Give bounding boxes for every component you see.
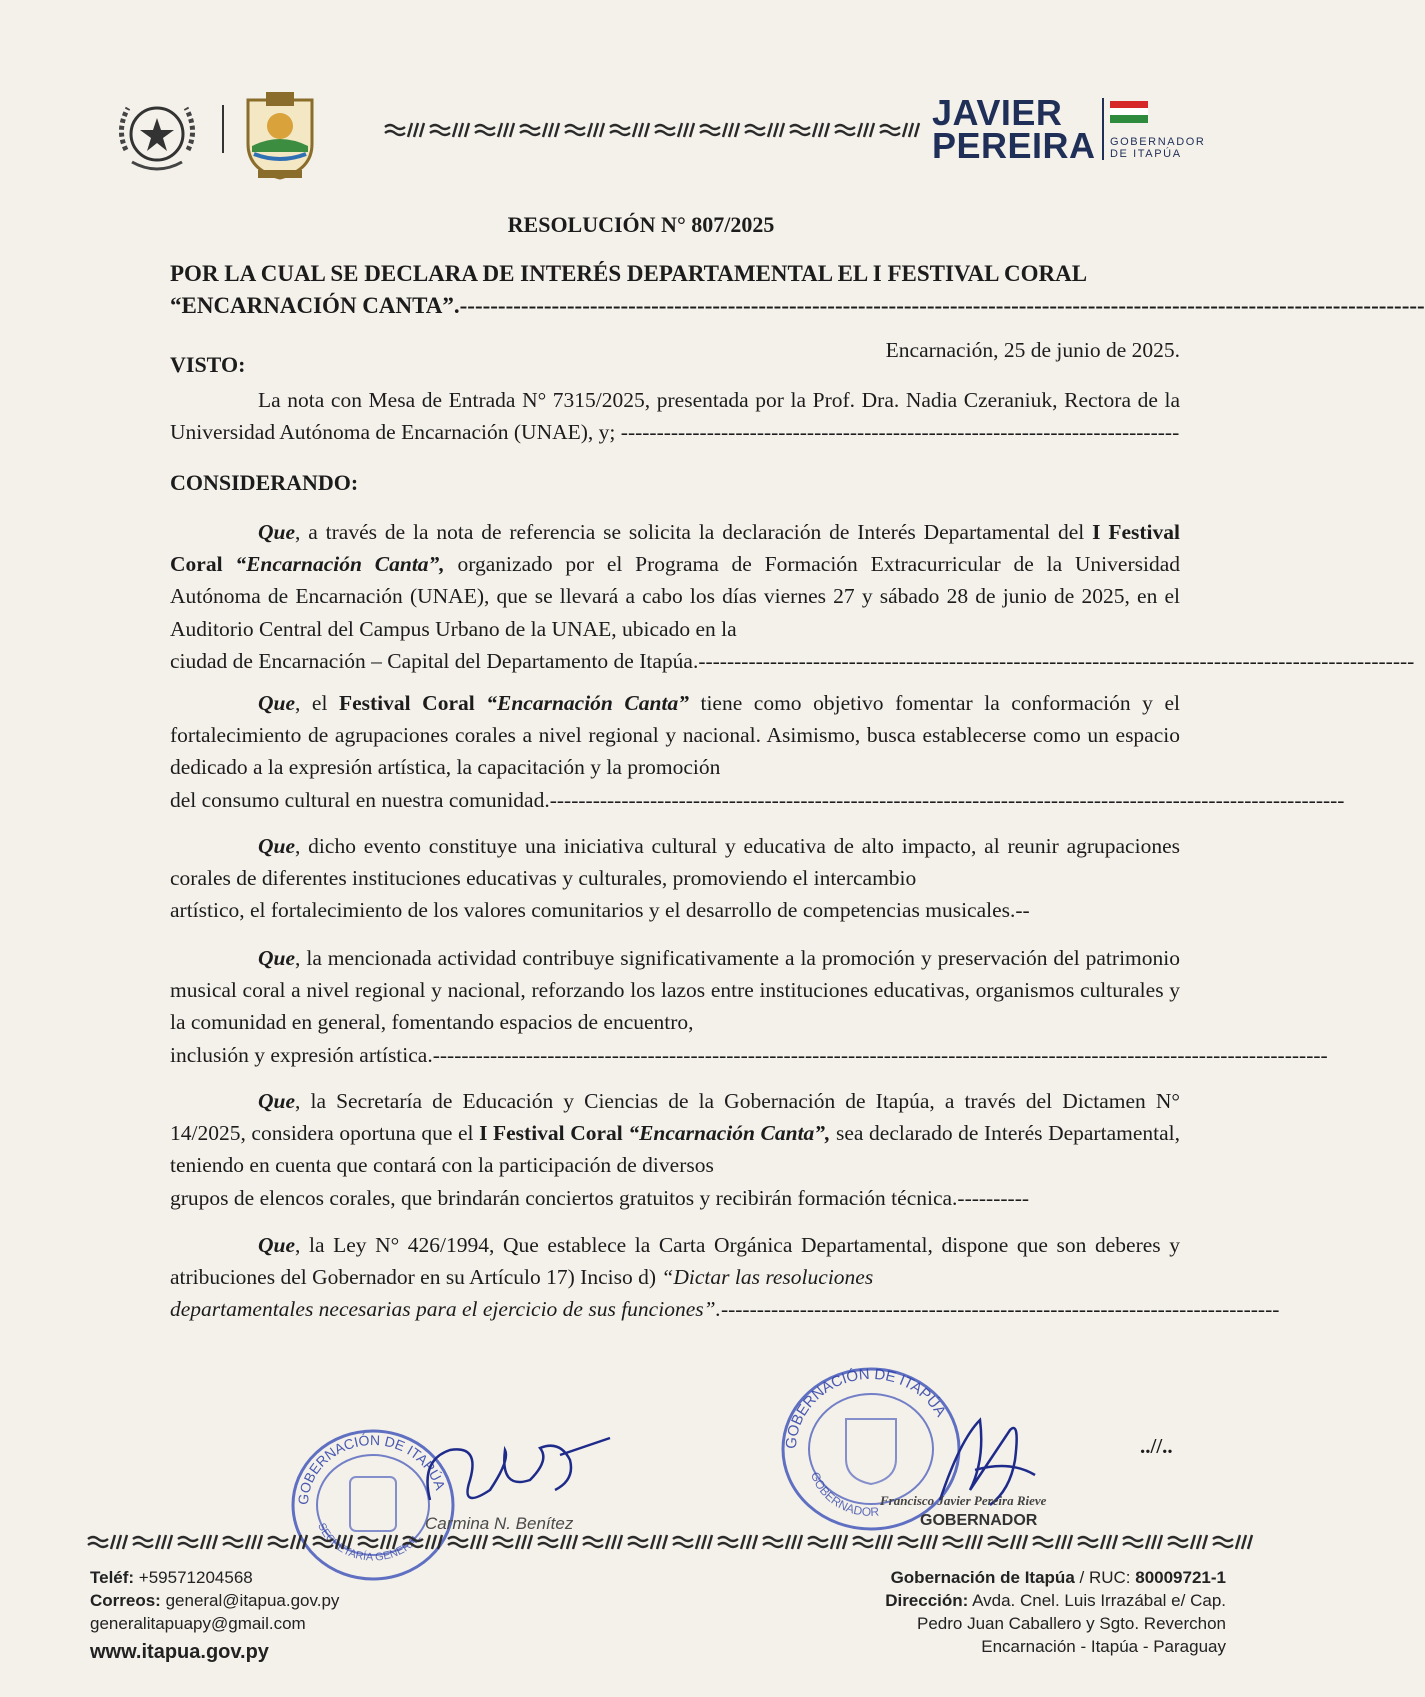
governor-title	[1110, 136, 1205, 160]
governor-first-name: JAVIER	[932, 92, 1063, 133]
footer-contact	[90, 1566, 339, 1664]
footer-address-line3: Encarnación - Itapúa - Paraguay	[981, 1637, 1226, 1656]
considerando-paragraph-2: Que, el Festival Coral “Encarnación Canta” tiene como objetivo fomentar la conformación y el fortalecimiento de agrupaciones corales a nivel regional y nacional. Asimismo, busca establecerse como un espacio dedicado a la expresión artística, la capacitación y la promoción del consumo cultural en nuestra comunidad.---------------------------------------------------------------------------------------------------------------	[170, 691, 1345, 812]
footer-address	[885, 1566, 1226, 1658]
right-signer-name: Francisco Javier Pereira Rieve	[880, 1493, 1047, 1508]
left-signer-name: Carmina N. Benítez	[425, 1514, 574, 1533]
considerando-paragraph-4: Que, la mencionada actividad contribuye significativamente a la promoción y preservación del patrimonio musical coral a nivel regional y nacional, reforzando los lazos entre instituciones educativas, organismos culturales y la comunidad en general, fomentando espacios de encuentro, inclusión y expresión artística.-----------------------------------------------------------------------------------------------------------------------------	[170, 946, 1328, 1067]
footer-address-line2: Pedro Juan Caballero y Sgto. Reverchon	[916, 1614, 1226, 1633]
svg-text:GOBERNADOR: GOBERNADOR	[807, 1470, 880, 1520]
footer-phone: Teléf: +59571204568	[90, 1568, 253, 1587]
logo-divider	[1102, 98, 1104, 160]
considerando-paragraph-3: Que, dicho evento constituye una iniciativa cultural y educativa de alto impacto, al reunir agrupaciones corales de diferentes instituciones educativas y culturales, promoviendo el intercambio artístico, el fortalecimiento de los valores comunitarios y el desarrollo de competencias musicales.--	[170, 834, 1180, 923]
right-signer-role: GOBERNADOR	[920, 1512, 1038, 1529]
governor-logo	[932, 92, 1222, 170]
footer-address-line1: Dirección: Avda. Cnel. Luis Irrazábal e/ Cap.	[885, 1591, 1226, 1610]
governor-last-name: PEREIRA	[932, 125, 1096, 166]
visto-paragraph: La nota con Mesa de Entrada N° 7315/2025, presentada por la Prof. Dra. Nadia Czeraniuk, Rectora de la Universidad Autónoma de Encarnación (UNAE), y; ------------------------------------------------------------------------------	[170, 388, 1180, 445]
considerando-paragraph-5: Que, la Secretaría de Educación y Ciencias de la Gobernación de Itapúa, a través del Dictamen N° 14/2025, considera oportuna que el I Festival Coral “Encarnación Canta”, sea declarado de Interés Departamental, teniendo en cuenta que contará con la participación de diversos grupos de elencos corales, que brindarán conciertos gratuitos y recibirán formación técnica.----------	[170, 1089, 1180, 1210]
national-shield-icon	[110, 90, 205, 180]
considerando-heading: CONSIDERANDO:	[170, 470, 359, 495]
footer-email: Correos: general@itapua.gov.py	[90, 1591, 340, 1610]
considerando-paragraph-1: Que, a través de la nota de referencia se solicita la declaración de Interés Departamental del I Festival Coral “Encarnación Canta”, organizado por el Programa de Formación Extracurricular de la Universidad Autónoma de Encarnación (UNAE), que se llevará a cabo los días viernes 27 y sábado 28 de junio de 2025, en el Auditorio Central del Campus Urbano de la UNAE, ubicado en la ciudad de Encarnación – Capital del Departamento de Itapúa.----------------------------------------------------------------------------------------------------	[170, 520, 1415, 673]
subject-line2: “ENCARNACIÓN CANTA”.------------------------------------------------------------------------------------------------------------------------------	[170, 293, 1425, 318]
resolution-subject	[170, 258, 1425, 322]
governor-title-line1: GOBERNADOR	[1110, 136, 1206, 148]
governor-title-line2: DE ITAPÚA	[1110, 148, 1182, 160]
governor-name	[932, 92, 1096, 166]
itapua-crest-icon	[240, 86, 320, 182]
continuation-mark: ..//..	[1140, 1434, 1173, 1458]
header-ornament	[385, 121, 895, 139]
left-signature	[410, 1430, 620, 1520]
resolution-date: Encarnación, 25 de junio de 2025.	[885, 338, 1180, 362]
svg-text:GOBERNACIÓN DE ITAPÚA: GOBERNACIÓN DE ITAPÚA	[294, 1431, 449, 1506]
resolution-title: RESOLUCIÓN N° 807/2025	[507, 212, 775, 237]
subject-line1: POR LA CUAL SE DECLARA DE INTERÉS DEPARTAMENTAL EL I FESTIVAL CORAL	[170, 261, 1088, 286]
considerando-paragraph-6: Que, la Ley N° 426/1994, Que establece la Carta Orgánica Departamental, dispone que son deberes y atribuciones del Gobernador en su Artículo 17) Inciso d) “Dictar las resoluciones departamentales necesarias para el ejercicio de sus funciones”.------------------------------------------------------------------------------	[170, 1233, 1280, 1322]
paraguay-flag-icon	[1110, 101, 1148, 123]
footer-email-2: generalitapuapy@gmail.com	[90, 1614, 306, 1633]
svg-text:GOBERNACIÓN DE ITAPÚA: GOBERNACIÓN DE ITAPÚA	[782, 1365, 950, 1450]
footer-website: www.itapua.gov.py	[90, 1641, 269, 1663]
header-separator	[222, 105, 224, 153]
svg-text:SECRETARÍA GENERAL: SECRETARÍA GENERAL	[315, 1521, 424, 1564]
visto-heading: VISTO:	[170, 352, 246, 377]
footer-ornament	[88, 1533, 1226, 1551]
footer-org: Gobernación de Itapúa / RUC: 80009721-1	[890, 1568, 1226, 1587]
